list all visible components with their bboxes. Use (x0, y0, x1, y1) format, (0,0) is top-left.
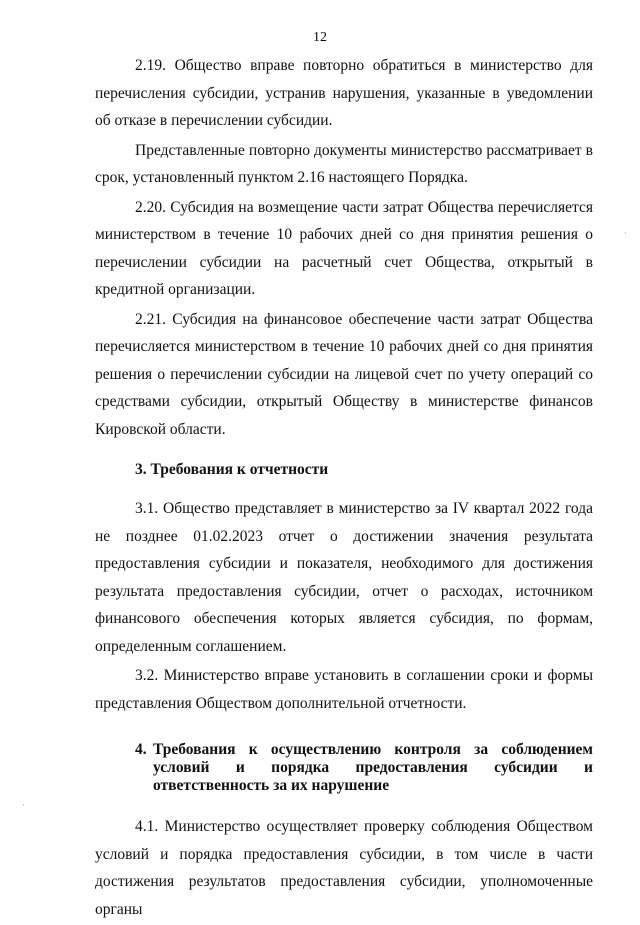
scan-speck: · (22, 800, 25, 810)
section-4-heading (95, 741, 593, 795)
document-body (95, 52, 593, 925)
paragraph-2-20: 2.20. Субсидия на возмещение части затрат Общества перечисляется министерством в течение 10 рабочих дней со дня принятия решения о перечислении субсидии на расчетный счет Общества, открытый в кредитной организации. (95, 198, 593, 298)
paragraph-4-1: 4.1. Министерство осуществляет проверку соблюдения Обществом условий и порядка предоставления субсидии, в том числе в части достижения результатов предоставления субсидии, уполномоченные органы (95, 818, 593, 918)
paragraph-3-2: 3.2. Министерство вправе установить в соглашении сроки и формы представления Обществом дополнительной отчетности. (95, 667, 593, 712)
paragraph-2-19: 2.19. Общество вправе повторно обратиться в министерство для перечисления субсидии, устранив нарушения, указанные в уведомлении об отказе в перечислении субсидии. (95, 57, 593, 129)
section-4-title: Требования к осуществлению контроля за соблюдением условий и порядка предоставления субсидии и ответственность за их нарушение (153, 741, 593, 794)
paragraph-2-21: 2.21. Субсидия на финансовое обеспечение части затрат Общества перечисляется министерством в течение 10 рабочих дней со дня принятия решения о перечислении субсидии на лицевой счет по учету операций со средствами субсидии, открытый Обществу в министерстве финансов Кировской области. (95, 310, 593, 438)
section-3-heading: 3. Требования к отчетности (135, 461, 329, 478)
scan-speck: · (624, 228, 627, 238)
page-number: 12 (313, 30, 327, 45)
paragraph-2-19-continued: Представленные повторно документы министерство рассматривает в срок, установленный пунктом 2.16 настоящего Порядка. (95, 141, 593, 186)
paragraph-3-1: 3.1. Общество представляет в министерство за IV квартал 2022 года не позднее 01.02.2023 отчет о достижении значения результата предоставления субсидии и показателя, необходимого для достижения результата предоставления субсидии, отчет о расходах, источником финансового обеспечения которых является субсидия, по формам, определенным соглашением. (95, 500, 593, 655)
section-4-number: 4. (135, 741, 147, 758)
